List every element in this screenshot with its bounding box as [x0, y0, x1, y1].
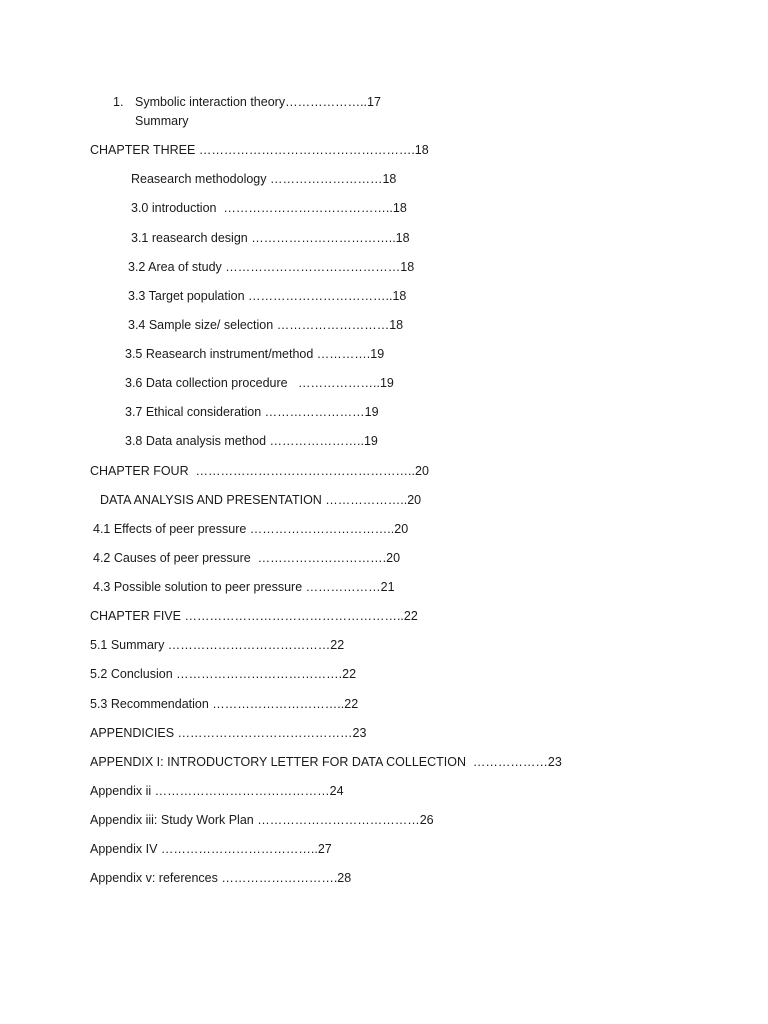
toc-entry-5-3-recommendation: 5.3 Recommendation …………………………..22: [90, 697, 359, 711]
toc-entry-symbolic-interaction-theory: [113, 94, 381, 110]
toc-entry-3-7-ethical-consideration: 3.7 Ethical consideration ……………………19: [125, 405, 379, 419]
toc-entry-5-1-summary: 5.1 Summary …………………………………22: [90, 638, 345, 652]
toc-entry-3-3-target-population: 3.3 Target population ……………………………..18: [128, 289, 407, 303]
toc-entry-appendix-i: APPENDIX I: INTRODUCTORY LETTER FOR DATA COLLECTION ………………23: [90, 755, 562, 769]
toc-entry-3-6-data-collection: 3.6 Data collection procedure ………………..19: [125, 376, 394, 390]
toc-entry-appendix-ii: Appendix ii ……………………………………24: [90, 784, 344, 798]
toc-entry-appendicies: APPENDICIES ……………………………………23: [90, 726, 367, 740]
toc-entry-chapter-four: CHAPTER FOUR ……………………………………………..20: [90, 464, 429, 478]
toc-entry-data-analysis-presentation: DATA ANALYSIS AND PRESENTATION ………………..20: [100, 493, 422, 507]
toc-entry-3-0-introduction: 3.0 introduction …………………………………..18: [131, 201, 407, 215]
toc-entry-chapter-five: CHAPTER FIVE ……………………………………………..22: [90, 609, 418, 623]
toc-entry-3-8-data-analysis-method: 3.8 Data analysis method …………………..19: [125, 434, 378, 448]
toc-entry-appendix-iv: Appendix IV ………………………………..27: [90, 842, 332, 856]
toc-item-number: 1.: [113, 95, 124, 109]
toc-entry-appendix-iii: Appendix iii: Study Work Plan …………………………………26: [90, 813, 434, 827]
toc-entry-research-methodology: Reasearch methodology ………………………18: [131, 172, 397, 186]
toc-entry-summary: Summary: [135, 114, 189, 128]
toc-entry-4-3-possible-solution: 4.3 Possible solution to peer pressure ………………21: [93, 580, 395, 594]
toc-entry-appendix-v: Appendix v: references ……………………….28: [90, 871, 352, 885]
toc-entry-5-2-conclusion: 5.2 Conclusion ………………………………….22: [90, 667, 357, 681]
toc-entry-3-1-research-design: 3.1 reasearch design ……………………………..18: [131, 231, 410, 245]
toc-entry-3-2-area-of-study: 3.2 Area of study ……………………………………18: [128, 260, 415, 274]
toc-entry-4-2-causes: 4.2 Causes of peer pressure ………………………….20: [93, 551, 401, 565]
toc-entry-3-5-research-instrument: 3.5 Reasearch instrument/method ………….19: [125, 347, 385, 361]
toc-entry-4-1-effects: 4.1 Effects of peer pressure ……………………………..20: [93, 522, 409, 536]
toc-entry-3-4-sample-size: 3.4 Sample size/ selection ………………………18: [128, 318, 404, 332]
toc-entry-text: Symbolic interaction theory………………..17: [135, 95, 381, 109]
toc-entry-chapter-three: CHAPTER THREE …………………………………………….18: [90, 143, 429, 157]
